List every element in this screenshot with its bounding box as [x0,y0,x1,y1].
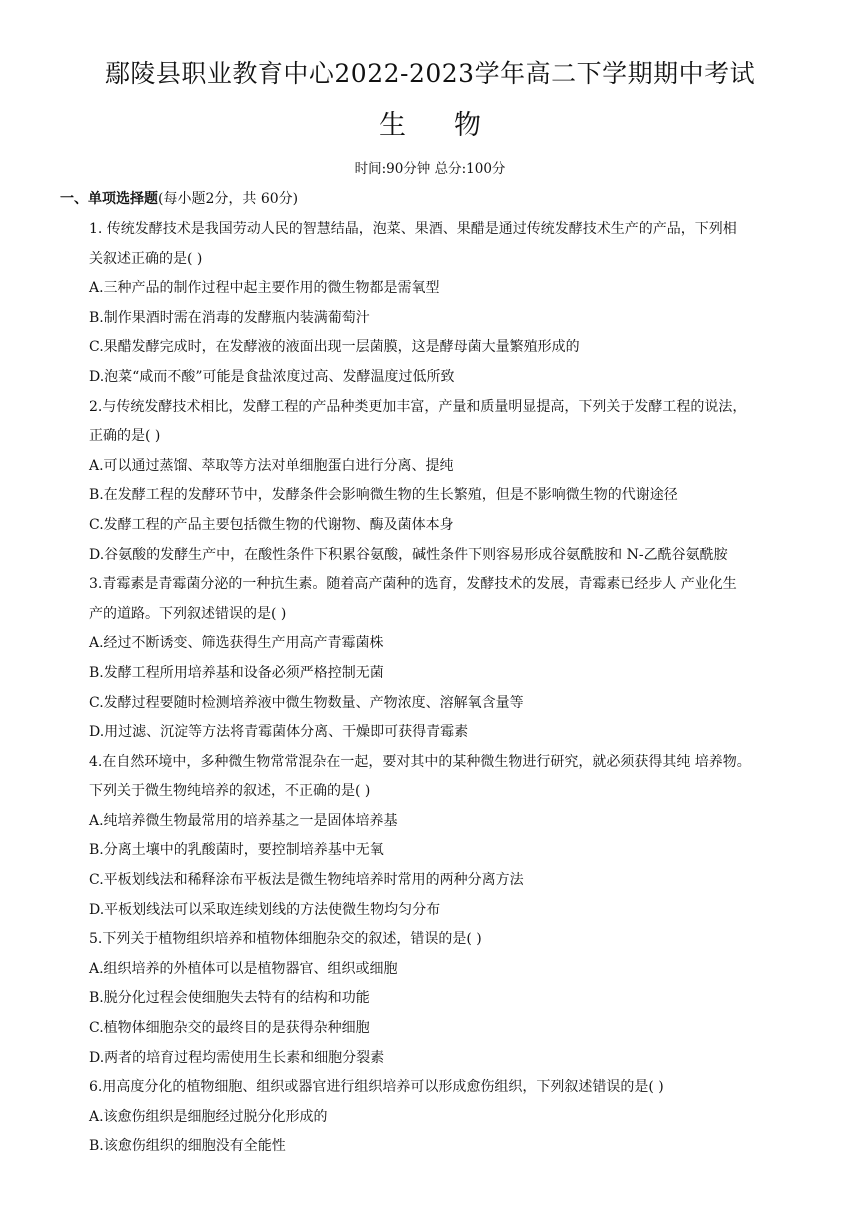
question-option: D.谷氨酸的发酵生产中，在酸性条件下积累谷氨酸，碱性条件下则容易形成谷氨酰胺和 N-乙酰谷氨酰胺 [89,546,728,563]
question-option: C.平板划线法和稀释涂布平板法是微生物纯培养时常用的两种分离方法 [89,872,524,889]
question-option: A.可以通过蒸馏、萃取等方法对单细胞蛋白进行分离、提纯 [89,457,454,474]
question-stem-line: 2.与传统发酵技术相比，发酵工程的产品种类更加丰富，产量和质量明显提高，下列关于发酵工程的说法， [89,398,747,415]
section-heading [60,188,298,210]
question-stem-line: 4.在自然环境中，多种微生物常常混杂在一起，要对其中的某种微生物进行研究，就必须获得其纯 培养物。 [89,753,751,770]
subject-char-2: 物 [454,110,481,141]
question-option: C.发酵过程要随时检测培养液中微生物数量、产物浓度、溶解氧含量等 [89,694,524,711]
question-option: C.发酵工程的产品主要包括微生物的代谢物、酶及菌体本身 [89,516,454,533]
question-stem-line: 5.下列关于植物组织培养和植物体细胞杂交的叙述，错误的是( ) [89,931,482,948]
question-option: D.平板划线法可以采取连续划线的方法使微生物均匀分布 [89,901,441,918]
exam-meta: 时间:90分钟 总分:100分 [354,161,506,177]
question-option: D.泡菜“咸而不酸”可能是食盐浓度过高、发酵温度过低所致 [89,368,455,385]
subject-heading [0,108,860,144]
question-5 [89,925,805,1073]
section-note: (每小题2分，共 60分) [158,191,299,207]
question-option: A.纯培养微生物最常用的培养基之一是固体培养基 [89,812,398,829]
question-stem-line: 1. 传统发酵技术是我国劳动人民的智慧结晶，泡菜、果酒、果醋是通过传统发酵技术生产的产品，下列相 [89,221,737,237]
question-option: B.制作果酒时需在消毒的发酵瓶内装满葡萄汁 [89,309,370,326]
question-stem-line: 产的道路。下列叙述错误的是( ) [89,605,287,622]
section-name: 一、单项选择题 [60,191,158,207]
subject-char-1: 生 [379,110,406,141]
exam-title: 鄢陵县职业教育中心2022-2023学年高二下学期期中考试 [104,59,756,88]
question-4 [89,748,805,926]
question-3 [89,570,805,748]
question-option: D.两者的培育过程均需使用生长素和细胞分裂素 [89,1049,385,1066]
question-option: B.该愈伤组织的细胞没有全能性 [89,1138,286,1155]
question-6 [89,1073,805,1162]
question-stem-line: 3.青霉素是青霉菌分泌的一种抗生素。随着高产菌种的选育，发酵技术的发展，青霉素已经步人 产业化生 [89,576,737,593]
question-2 [89,393,805,571]
question-option: A.三种产品的制作过程中起主要作用的微生物都是需氧型 [89,280,440,297]
question-option: B.分离土壤中的乳酸菌时，要控制培养基中无氧 [89,842,384,859]
question-option: A.经过不断诱变、筛选获得生产用高产青霉菌株 [89,635,384,652]
question-option: C.果醋发酵完成时，在发酵液的液面出现一层菌膜，这是酵母菌大量繁殖形成的 [89,339,580,356]
question-list [89,215,805,1162]
question-1 [89,215,805,393]
question-option: C.植物体细胞杂交的最终目的是获得杂种细胞 [89,1020,370,1037]
question-option: B.脱分化过程会使细胞失去特有的结构和功能 [89,990,370,1007]
question-option: A.该愈伤组织是细胞经过脱分化形成的 [89,1108,328,1125]
question-stem-line: 关叙述正确的是( ) [89,250,203,267]
question-stem-line: 6.用高度分化的植物细胞、组织或器官进行组织培养可以形成愈伤组织，下列叙述错误的是( ) [89,1079,664,1096]
question-option: B.在发酵工程的发酵环节中，发酵条件会影响微生物的生长繁殖，但是不影响微生物的代谢途径 [89,487,678,504]
question-stem-line: 下列关于微生物纯培养的叙述，不正确的是( ) [89,783,371,800]
question-option: D.用过滤、沉淀等方法将青霉菌体分离、干燥即可获得青霉素 [89,724,469,741]
question-option: B.发酵工程所用培养基和设备必须严格控制无菌 [89,664,384,681]
question-option: A.组织培养的外植体可以是植物器官、组织或细胞 [89,960,398,977]
question-stem-line: 正确的是( ) [89,428,161,445]
